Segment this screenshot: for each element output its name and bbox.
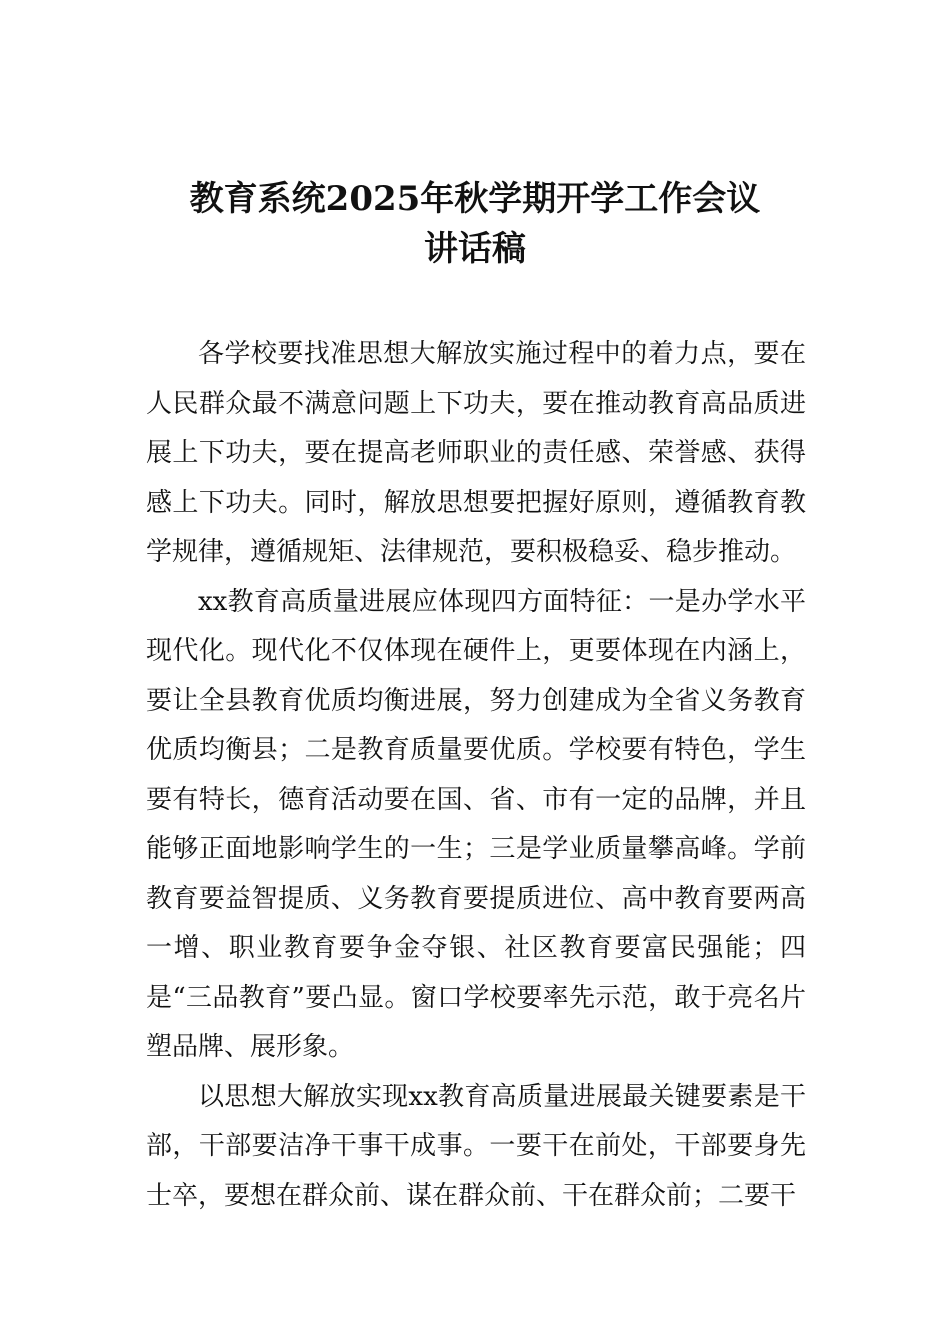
title-line-2: 讲话稿 [424, 229, 526, 269]
title-line-1: 教育系统2025年秋学期开学工作会议 [189, 179, 761, 219]
document-title [120, 174, 830, 274]
paragraph-2: xx教育高质量进展应体现四方面特征：一是办学水平现代化。现代化不仅体现在硬件上，更要体现在内涵上，要让全县教育优质均衡进展，努力创建成为全省义务教育优质均衡县；二是教育质量要优质。学校要有特色，学生要有特长，德育活动要在国、省、市有一定的品牌，并且能够正面地影响学生的一生；三是学业质量攀高峰。学前教育要益智提质、义务教育要提质进位、高中教育要两高一增、职业教育要争金夺银、社区教育要富民强能；四是“三品教育”要凸显。窗口学校要率先示范，敢于亮名片塑品牌、展形象。 [146, 586, 806, 1062]
document-body [146, 330, 806, 1221]
paragraph-3: 以思想大解放实现xx教育高质量进展最关键要素是干部，干部要洁净干事干成事。一要干在前处，干部要身先士卒，要想在群众前、谋在群众前、干在群众前；二要干 [146, 1081, 806, 1211]
paragraph-1: 各学校要找准思想大解放实施过程中的着力点，要在人民群众最不满意问题上下功夫，要在推动教育高品质进展上下功夫，要在提高老师职业的责任感、荣誉感、获得感上下功夫。同时，解放思想要把握好原则，遵循教育教学规律，遵循规矩、法律规范，要积极稳妥、稳步推动。 [146, 339, 806, 567]
